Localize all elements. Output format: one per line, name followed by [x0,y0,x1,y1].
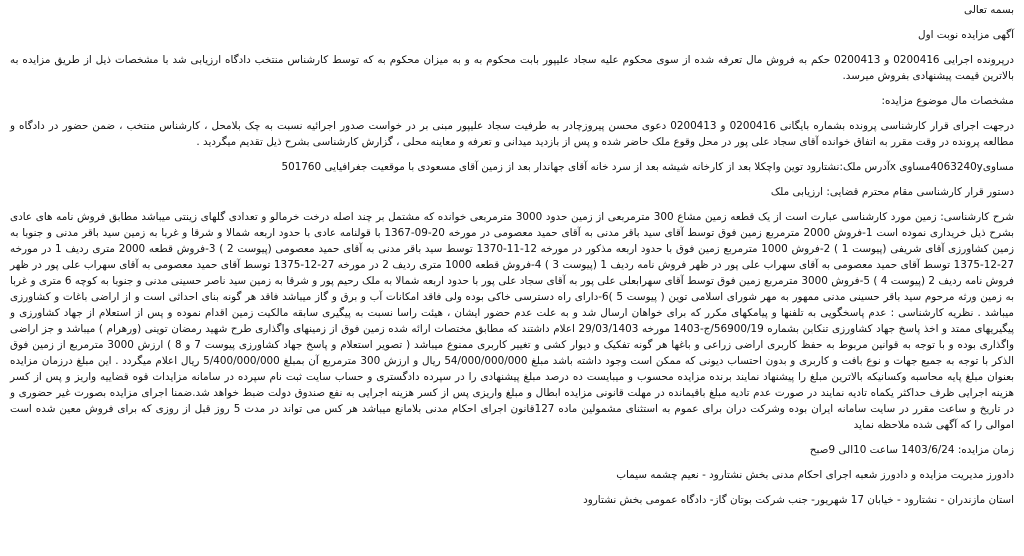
basmala: بسمه تعالی [964,4,1014,16]
address-line: مساوی4063240yمساوی xآدرس ملک:نشتارود توین واچکلا بعد از کارخانه شیشه بعد از سرد خانه آقای جهاندار بعد از زمین آقای مسعودی با موقعیت جغرافیایی 501760 [281,161,1014,173]
order-line: دستور قرار کارشناسی مقام محترم قضایی: ارزیابی ملک [770,186,1014,198]
auction-time: زمان مزایده: 1403/6/24 ساعت 10الی 9صبح [809,444,1014,456]
location-line: استان مازندران - نشتارود - خیابان 17 شهریور- جنب شرکت بوتان گاز- دادگاه عمومی بخش نشتارود [583,494,1014,506]
expert-description: شرح کارشناسی: زمین مورد کارشناسی عبارت است از یک قطعه زمین مشاع 300 مترمربعی از زمین حدود 3000 مترمربعی خوانده که مشتمل بر چند اصله درخت خرمالو و تعدادی گلهای زینتی میباشد مطابق فروش نامه های عادی بشرح ذیل خریداری نموده است 1-فروش 2000 مترمربع زمین فوق توسط آقای سید باقر مدنی به آقای حمید معصومی در مورخه 20-09-1367 با قولنامه عادی با حدود اربعه شمالا و شرقا و غربا به زمین سید باقر مدنی و جنوبا به زمین کشاورزی آقای شریفی (پیوست 1 ) 2-فروش 1000 مترمربع زمین فوق با حدود اربعه مذکور در مورخه 12-11-1370 توسط سید باقر مدنی به آقای حمید معصومی (پیوست 2 ) 3-فروش قطعه 2000 متری ردیف 1 در مورخه 27-12-1375 توسط آقای حمید معصومی به آقای سهراب علی پور در ظهر فروش نامه ردیف 1 (پیوست 3 ) 4-فروش قطعه 1000 متری ردیف 2 در مورخه 27-12-1375 توسط آقای حمید معصومی به آقای سهراب علی پور در ظهر فروش نامه ردیف 2 (پیوست 4 ) 5-فروش 3000 مترمربع زمین فوق توسط آقای سهرابعلی علی پور به آقای سجاد علی پور با حدود اربعه شمالا به ملک رحیم پور و شرقا به زمین سید ناصر حسینی مدنی و جنوبا به کوچه 6 متری و غربا به زمین ورثه مرحوم سید باقر حسینی مدنی ممهور به مهر شورای اسلامی توین ( پیوست 5 )6-دارای راه دسترسی خاکی بوده ولی فاقد امکانات آب و برق و گاز میباشد فاقد هر گونه بنای احداثی است و از اراضی باغات و کشاورزی میباشد . نظریه کارشناسی : عدم پاسخگویی به تلفنها و پیامکهای مکرر که برای خواهان ارسال شد و به علت عدم حضور ایشان ، هیئت راسا نسبت به پیگیری سابقه مالکیت زمین اقدام نموده و پس از استعلام از جهاد کشاورزی و پیگیریهای ممتد و اخذ پاسخ جهاد کشاورزی تنکابن بشماره 56900/19/ج-1403 مورخه 29/03/1403 اعلام داشتند که مطابق مختصات ارائه شده زمین فوق از زمینهای واگذاری طرح شهید رمضان توینی (ورهرام ) میباشد و جز اراضی واگذاری بوده و با توجه به قوانین مربوط به حفظ کاربری اراضی زراعی و باغها هر گونه تفکیک و دیوار کشی و تغییر کاربری ممنوع میباشد ( تصویر استعلام و پاسخ جهاد کشاورزی پیوست 7 و 8 ) ارزش 3000 مترمربع از زمین فوق الذکر با توجه به جمیع جهات و نوع بافت و کاربری و بدون احتساب دیونی که ممکن است وجود داشته باشد مبلغ 54/000/000/000 ریال و ارزش 300 مترمربع آن بمبلغ 5/400/000/000 ریال اعلام میگردد . این مبلغ درزمان مزایده بعنوان مبلغ پایه محاسبه وکسانیکه بالاترین مبلغ را پیشنهاد نمایند برنده مزایده محسوب و میبایست ده درصد مبلغ پیشنهادی را در سپرده دادگستری و حساب سایت ثبت نام سپرده در سامانه مزایدات قوه قضاییه واریز و پس از کسر هزینه اجرایی ظرف حداکثر یکماه تادیه نمایند در صورت عدم تادیه مبلغ باقیمانده در مهلت قانونی مزایده ابطال و مبلغ واریزی پس از کسر هزینه اجرایی به نفع صندوق دولت ضبط خواهد شد.ضمنا اجرای مزایده بصورت غیر حضوری و در تاریخ و ساعت مقرر در سایت سامانه ایران بوده وشرکت دران برای عموم به استثنای مشمولین ماده 127قانون اجرای احکام مدنی بلامانع میباشد هر کس می تواند در مدت 5 روز قبل از روزی که برای فروش معین شده است اموالی را که آگهی شده ملاحظه نماید [10,211,1015,431]
signature-line: دادورز مدیریت مزایده و دادورز شعبه اجرای احکام مدنی بخش نشتارود - نعیم چشمه سیماب [616,469,1014,481]
intro-paragraph: درپرونده اجرایی 0200416 و 0200413 حکم به فروش مال تعرفه شده از سوی محکوم علیه سجاد علیپور بابت محکوم به و به میزان محکوم به که توسط کارشناس منتخب دادگاه ارزیابی شد با مشخصات ذیل از طریق مزایده به بالاترین قیمت پیشنهادی بفروش میرسد. [10,54,1014,82]
execution-paragraph: درجهت اجرای قرار کارشناسی پرونده بشماره بایگانی 0200416 و 0200413 دعوی محسن پیروزچادر به طرفیت سجاد علیپور مبنی بر در خواست صدور اجرائیه نسبت به چک بلامحل ، کارشناس منتخب ، ضمن حضور در دادگاه و مطالعه پرونده در وقت مقرر به اتفاق خوانده آقای سجاد علی پور در محل وقوع ملک حاضر شده و پس از بازدید میدانی و تعرفه و معاینه محلی ، گزارش کارشناسی بشرح ذیل تقدیم میگردید . [10,120,1014,148]
notice-title: آگهی مزایده نوبت اول [918,29,1014,41]
property-heading: مشخصات مال موضوع مزایده: [881,95,1014,107]
